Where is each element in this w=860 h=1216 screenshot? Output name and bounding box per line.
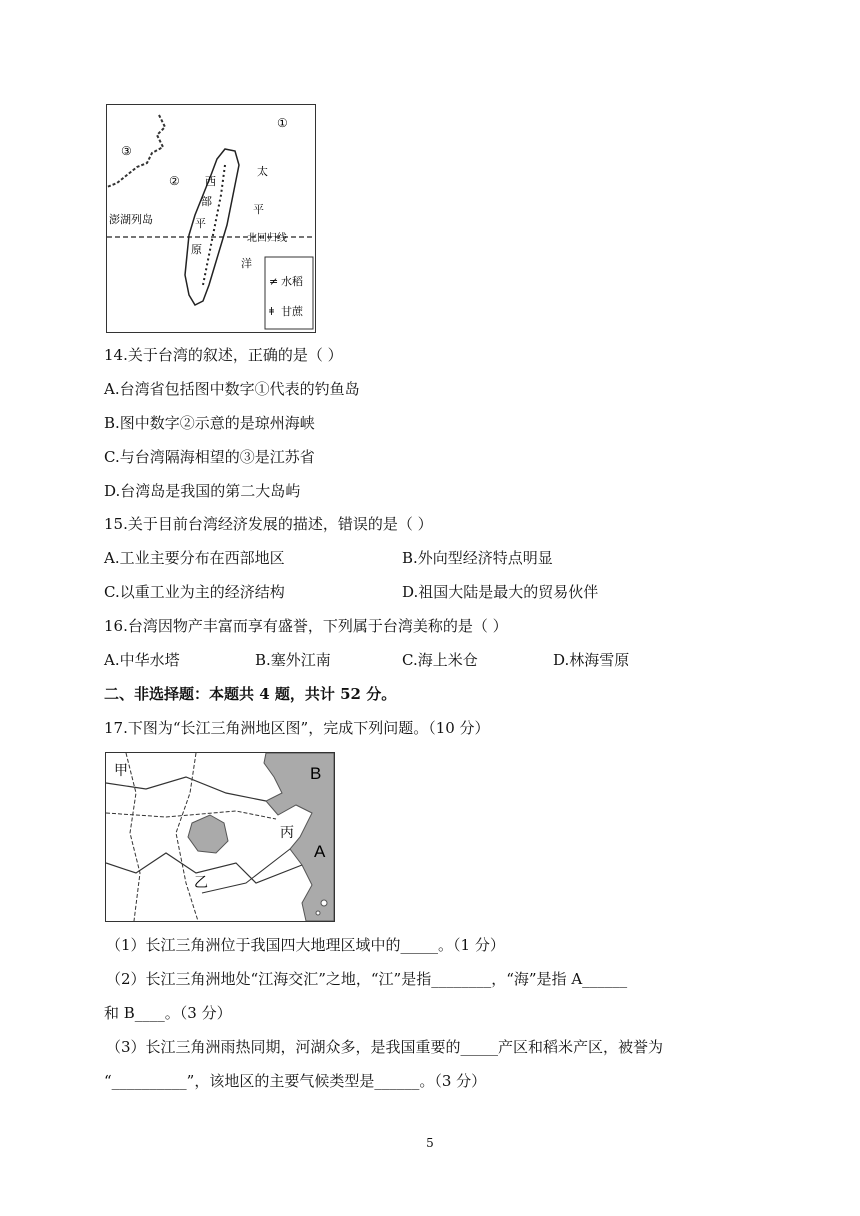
- label-yi: 乙: [194, 875, 208, 891]
- island: [321, 900, 327, 906]
- label-circle2: ②: [169, 174, 180, 188]
- q16-stem: 16.台湾因物产丰富而享有盛誉，下列属于台湾美称的是（ ）: [104, 617, 508, 635]
- q17-part-1: （1）长江三角洲位于我国四大地理区域中的_____。（1 分）: [106, 936, 505, 954]
- q14-option-d: D.台湾岛是我国的第二大岛屿: [104, 482, 301, 500]
- mainland-coast: [107, 115, 165, 187]
- q15-option-b: B.外向型经济特点明显: [402, 549, 553, 567]
- label-penghu: 澎湖列岛: [109, 213, 153, 226]
- q14-stem: 14.关于台湾的叙述，正确的是（ ）: [104, 346, 343, 364]
- taiwan-island: [185, 149, 239, 305]
- label-A: A: [314, 842, 326, 861]
- label-pacific-2: 平: [253, 203, 264, 216]
- label-west-1: 西: [205, 175, 216, 188]
- label-circle3: ③: [121, 144, 132, 158]
- label-B: B: [310, 764, 322, 783]
- label-tropic: 北回归线: [247, 233, 287, 244]
- taiwan-map-drawing: [107, 105, 315, 332]
- taiwan-map: [106, 104, 316, 333]
- legend-sugarcane-label: 甘蔗: [281, 305, 303, 318]
- q14-option-b: B.图中数字②示意的是琼州海峡: [104, 414, 315, 432]
- railway-line: [106, 811, 276, 819]
- label-pacific-3: 洋: [241, 257, 252, 270]
- label-bing: 丙: [280, 825, 294, 841]
- label-plain-2: 原: [191, 243, 202, 256]
- q17-part-3a: （3）长江三角洲雨热同期，河湖众多，是我国重要的_____产区和稻米产区，被誉为: [106, 1038, 664, 1056]
- page-number: 5: [426, 1136, 434, 1150]
- legend-sugarcane-icon: ǂ: [269, 305, 275, 318]
- yangtze-delta-map: [105, 752, 335, 922]
- legend-rice-icon: ≠: [269, 275, 279, 288]
- q17-part-2b: 和 B____。（3 分）: [104, 1004, 232, 1022]
- label-jia: 甲: [114, 763, 128, 779]
- label-plain-1: 平: [195, 217, 206, 230]
- q14-option-c: C.与台湾隔海相望的③是江苏省: [104, 448, 315, 466]
- label-west-2: 部: [201, 195, 212, 208]
- q16-option-b: B.塞外江南: [255, 651, 331, 669]
- q15-option-a: A.工业主要分布在西部地区: [104, 549, 285, 567]
- q17-part-2a: （2）长江三角洲地处“江海交汇”之地，“江”是指________，“海”是指 A______: [106, 970, 628, 988]
- legend-box: [265, 257, 313, 329]
- q16-option-c: C.海上米仓: [402, 651, 478, 669]
- taihu-lake: [188, 815, 228, 853]
- q14-option-a: A.台湾省包括图中数字①代表的钓鱼岛: [104, 380, 360, 398]
- q15-option-c: C.以重工业为主的经济结构: [104, 583, 285, 601]
- q15-option-d: D.祖国大陆是最大的贸易伙伴: [402, 583, 599, 601]
- river-line: [202, 849, 290, 893]
- yangtze-delta-map-drawing: [106, 753, 334, 921]
- label-pacific-1: 太: [257, 165, 268, 178]
- boundary-line: [106, 777, 266, 801]
- q17-part-3b: “__________”，该地区的主要气候类型是______。（3 分）: [104, 1072, 487, 1090]
- label-circle1: ①: [277, 116, 288, 130]
- legend-rice-label: 水稻: [281, 275, 303, 288]
- q15-stem: 15.关于目前台湾经济发展的描述，错误的是（ ）: [104, 515, 433, 533]
- island: [316, 911, 320, 915]
- q17-stem: 17.下图为“长江三角洲地区图”，完成下列问题。（10 分）: [104, 719, 490, 737]
- sea-area: [264, 753, 334, 921]
- q16-option-d: D.林海雪原: [553, 651, 630, 669]
- section-2-heading: 二、非选择题：本题共 4 题，共计 52 分。: [104, 685, 397, 703]
- q16-option-a: A.中华水塔: [104, 651, 180, 669]
- railway-line: [126, 753, 140, 921]
